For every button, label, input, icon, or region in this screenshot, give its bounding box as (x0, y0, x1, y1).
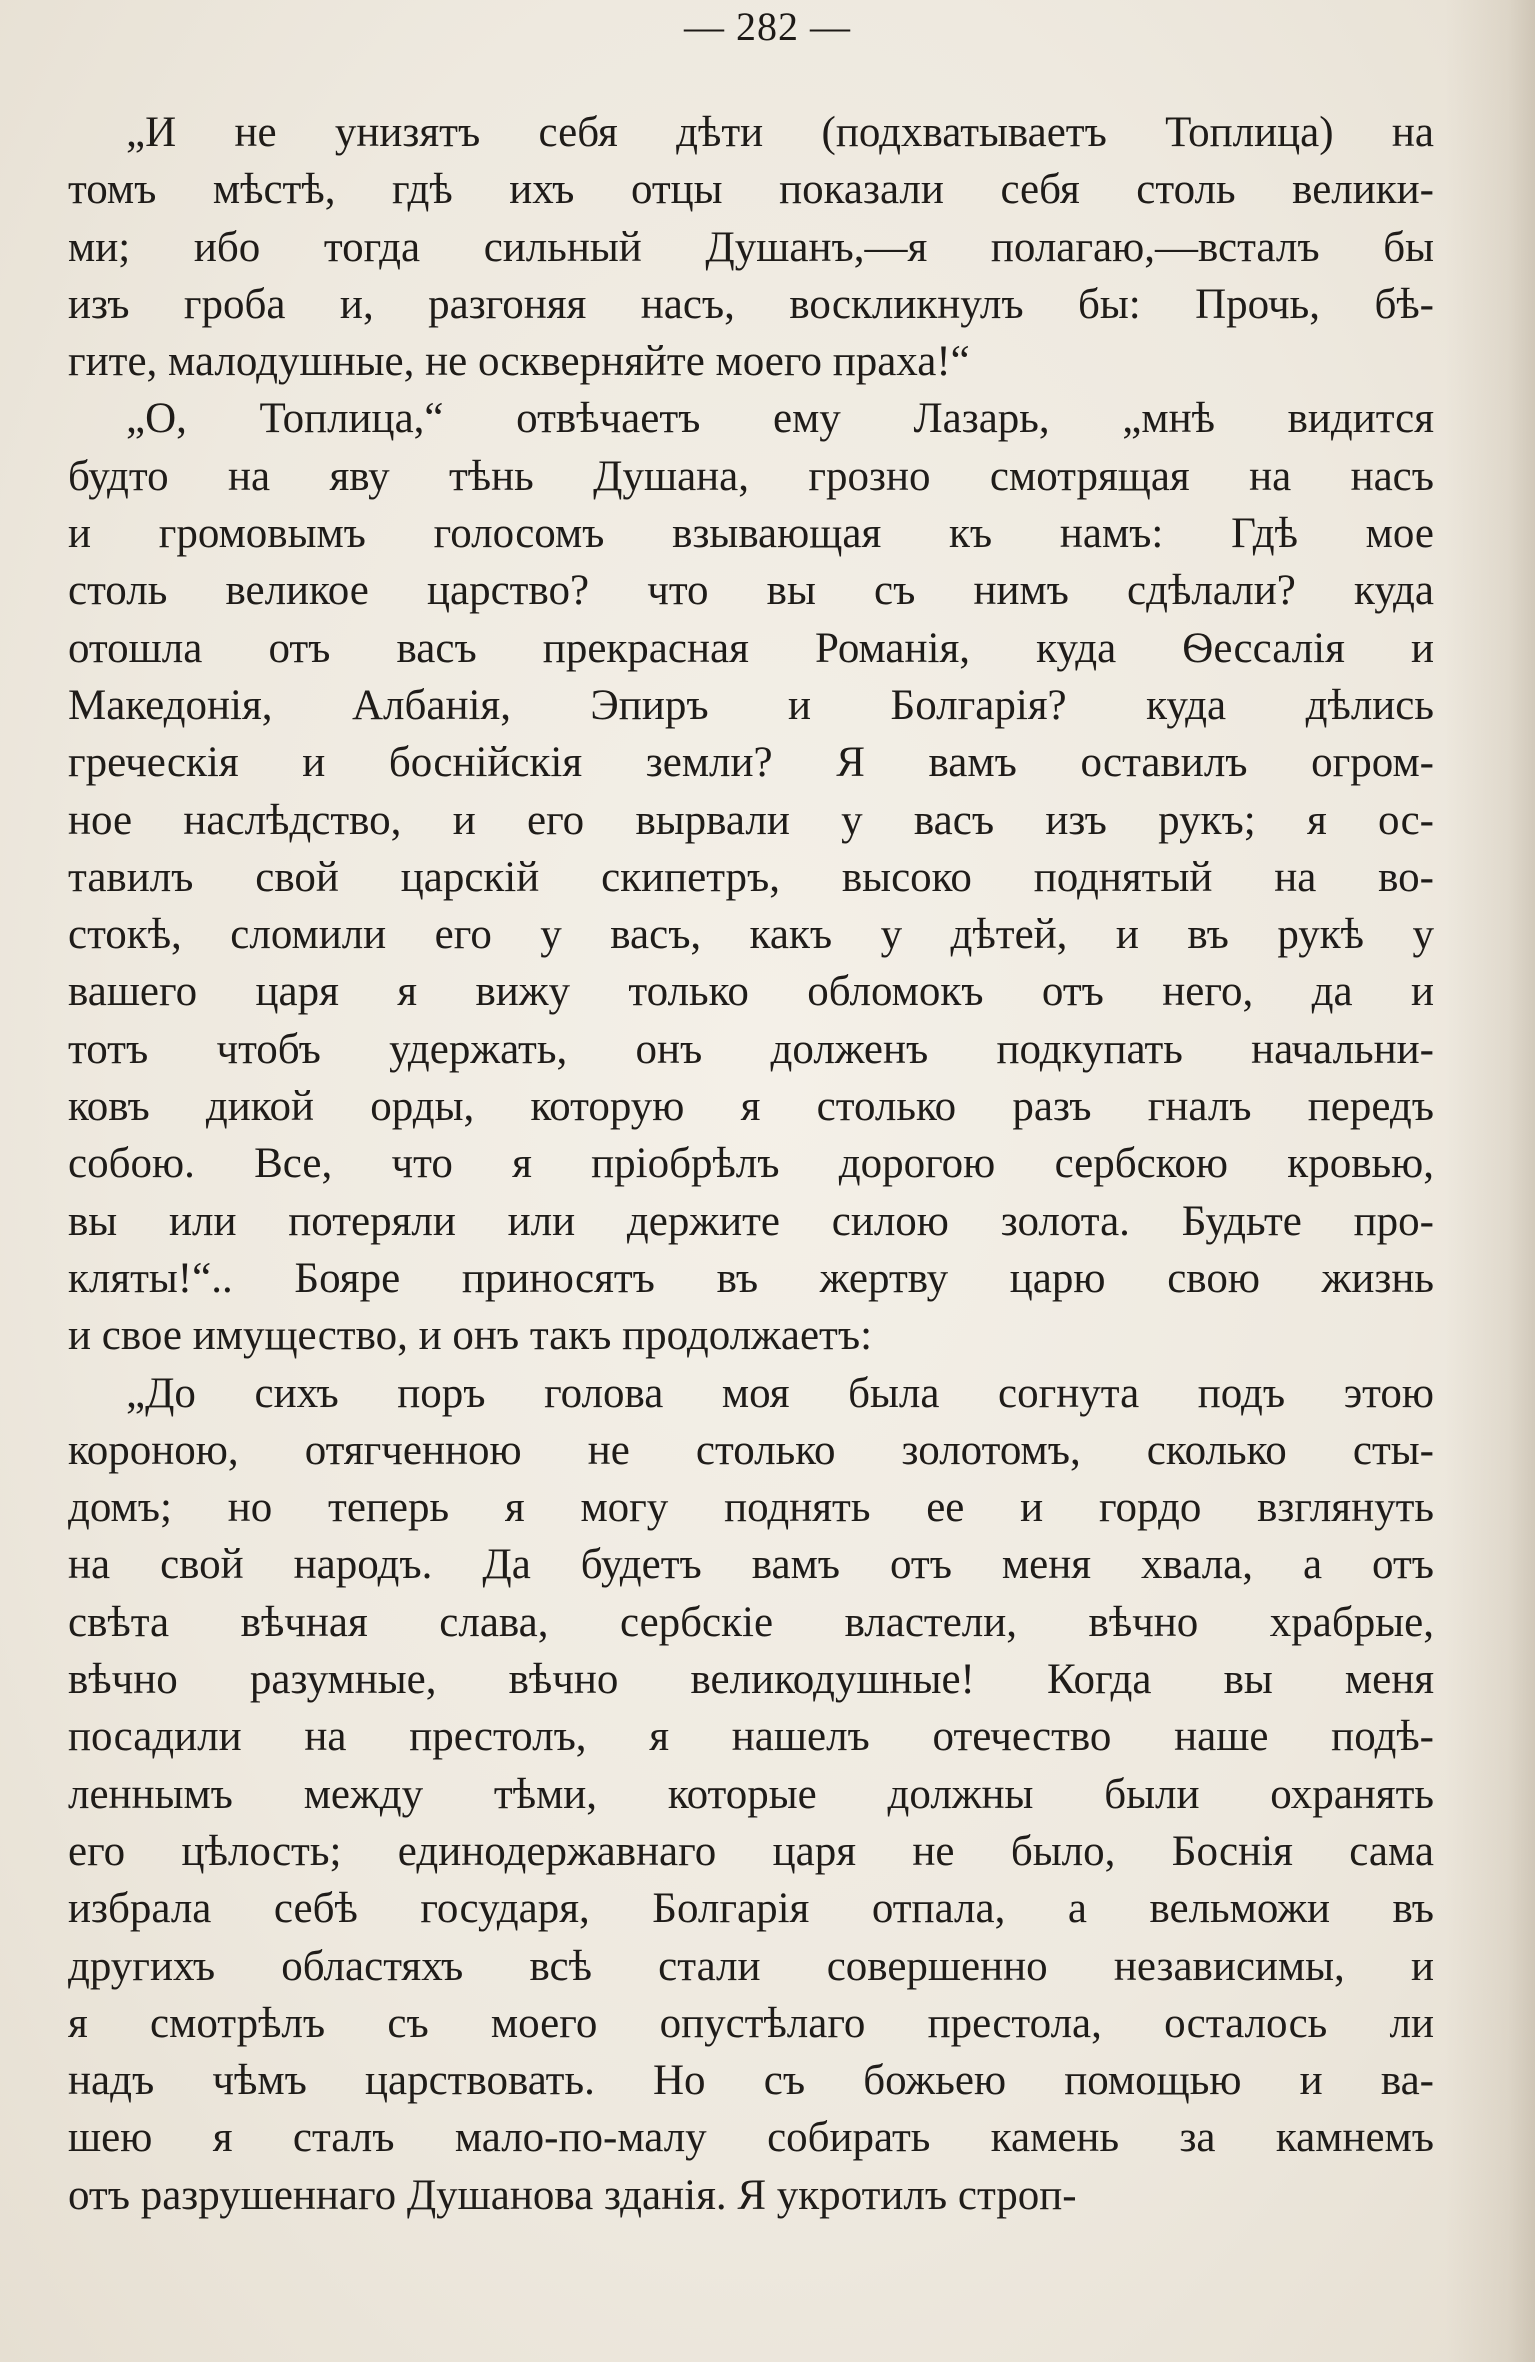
text-line: „О, Топлица,“ отвѣчаетъ ему Лазарь, „мнѣ видится (126, 395, 1434, 443)
text-line: короною, отягченною не столько золотомъ, сколько сты- (68, 1426, 1434, 1474)
text-line: избрала себѣ государя, Болгарія отпала, а вельможи въ (68, 1885, 1434, 1933)
text-line: „До сихъ поръ голова моя была согнута подъ этою (126, 1369, 1434, 1417)
text-line: греческія и боснійскія земли? Я вамъ оставилъ огром- (68, 739, 1434, 787)
text-line: тотъ чтобъ удержать, онъ долженъ подкупать начальни- (68, 1025, 1434, 1073)
text-line: вѣчно разумные, вѣчно великодушные! Когда вы меня (68, 1656, 1434, 1704)
text-line: и свое имущество, и онъ такъ продолжаетъ: (68, 1312, 873, 1360)
text-line: посадили на престолъ, я нашелъ отечество наше подѣ- (68, 1713, 1434, 1761)
page-number: — 282 — (684, 4, 851, 49)
text-line: стокѣ, сломили его у васъ, какъ у дѣтей, и въ рукѣ у (68, 911, 1434, 959)
text-line: другихъ областяхъ всѣ стали совершенно независимы, и (68, 1942, 1434, 1990)
text-line: шею я сталъ мало-по-малу собирать камень за камнемъ (68, 2114, 1434, 2162)
text-line: я смотрѣлъ съ моего опустѣлаго престола, осталось ли (68, 1999, 1434, 2047)
text-line: Македонія, Албанія, Эпиръ и Болгарія? куда дѣлись (68, 681, 1434, 729)
text-line: надъ чѣмъ царствовать. Но съ божьею помощью и ва- (68, 2057, 1434, 2105)
text-line: ми; ибо тогда сильный Душанъ,—я полагаю,—всталъ бы (68, 223, 1434, 271)
text-line: ковъ дикой орды, которую я столько разъ гналъ передъ (68, 1083, 1434, 1131)
text-line: столь великое царство? что вы съ нимъ сдѣлали? куда (68, 567, 1434, 615)
text-line: домъ; но теперь я могу поднять ее и гордо взглянуть (68, 1484, 1434, 1532)
text-line: леннымъ между тѣми, которые должны были охранять (68, 1770, 1434, 1818)
text-line: на свой народъ. Да будетъ вамъ отъ меня хвала, а отъ (68, 1541, 1434, 1589)
text-line: отошла отъ васъ прекрасная Романія, куда Ѳессалія и (68, 624, 1434, 672)
text-line: томъ мѣстѣ, гдѣ ихъ отцы показали себя столь велики- (68, 166, 1434, 214)
text-line: свѣта вѣчная слава, сербскіе властели, вѣчно храбрые, (68, 1598, 1434, 1646)
text-line: собою. Все, что я пріобрѣлъ дорогою сербскою кровью, (68, 1140, 1434, 1188)
text-line: будто на яву тѣнь Душана, грозно смотрящая на насъ (68, 452, 1434, 500)
text-line: его цѣлость; единодержавнаго царя не было, Боснія сама (68, 1827, 1434, 1875)
text-line: гите, малодушные, не оскверняйте моего праха!“ (68, 338, 970, 386)
text-line: вашего царя я вижу только обломокъ отъ него, да и (68, 968, 1434, 1016)
text-line: отъ разрушеннаго Душанова зданія. Я укротилъ строп- (68, 2171, 1077, 2219)
text-line: вы или потеряли или держите силою золота. Будьте про- (68, 1197, 1434, 1245)
text-line: тавилъ свой царскій скипетръ, высоко поднятый на во- (68, 853, 1434, 901)
body-text (68, 104, 1434, 2224)
text-line: изъ гроба и, разгоняя насъ, воскликнулъ бы: Прочь, бѣ- (68, 280, 1434, 328)
text-line: кляты!“.. Бояре приносятъ въ жертву царю свою жизнь (68, 1254, 1434, 1302)
text-line: „И не унизятъ себя дѣти (подхватываетъ Топлица) на (126, 109, 1434, 156)
text-line: и громовымъ голосомъ взывающая къ намъ: Гдѣ мое (68, 510, 1434, 558)
text-line: ное наслѣдство, и его вырвали у васъ изъ рукъ; я ос- (68, 796, 1434, 844)
page-edge-shadow (1445, 0, 1535, 2362)
